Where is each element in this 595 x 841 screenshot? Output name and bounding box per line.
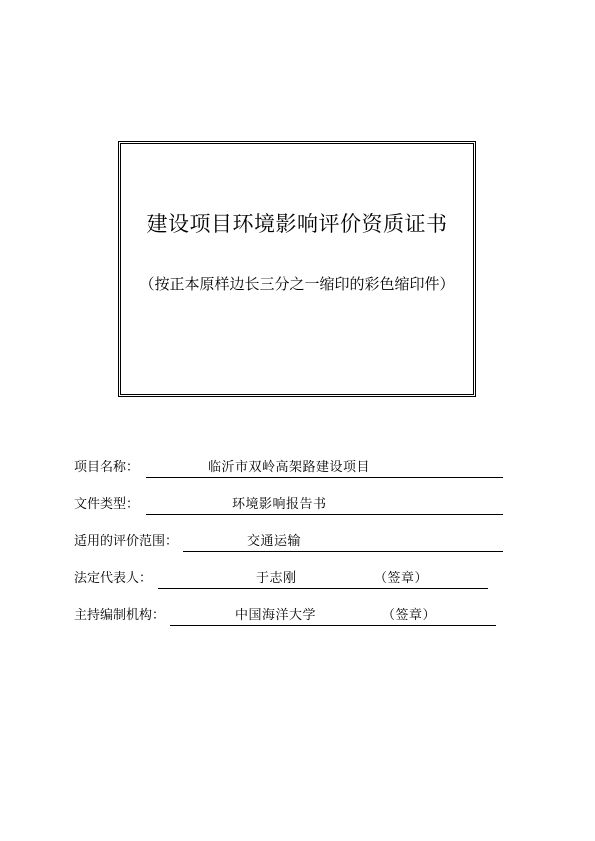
project-name-value: 临沂市双岭高架路建设项目: [208, 460, 371, 475]
evaluation-scope-field: [183, 532, 503, 552]
organization-signature: （签章）: [382, 608, 437, 623]
organization-field: [170, 606, 496, 626]
project-name-label: 项目名称：: [74, 460, 140, 475]
document-type-field: [146, 495, 503, 515]
certificate-frame: [118, 141, 476, 397]
legal-representative-label: 法定代表人：: [74, 571, 153, 586]
organization-value: 中国海洋大学: [235, 608, 317, 623]
legal-representative-field: [158, 569, 488, 589]
legal-representative-value: 于志刚: [256, 571, 297, 586]
document-type-value: 环境影响报告书: [232, 497, 327, 512]
certificate-title: 建设项目环境影响评价资质证书: [146, 212, 448, 236]
project-name-field: [146, 458, 503, 478]
evaluation-scope-label: 适用的评价范围：: [74, 534, 179, 549]
organization-label: 主持编制机构：: [74, 608, 166, 623]
certificate-subtitle: （按正本原样边长三分之一缩印的彩色缩印件）: [139, 275, 455, 293]
evaluation-scope-value: 交通运输: [247, 534, 302, 549]
document-type-label: 文件类型：: [74, 497, 140, 512]
legal-representative-signature: （签章）: [374, 571, 429, 586]
